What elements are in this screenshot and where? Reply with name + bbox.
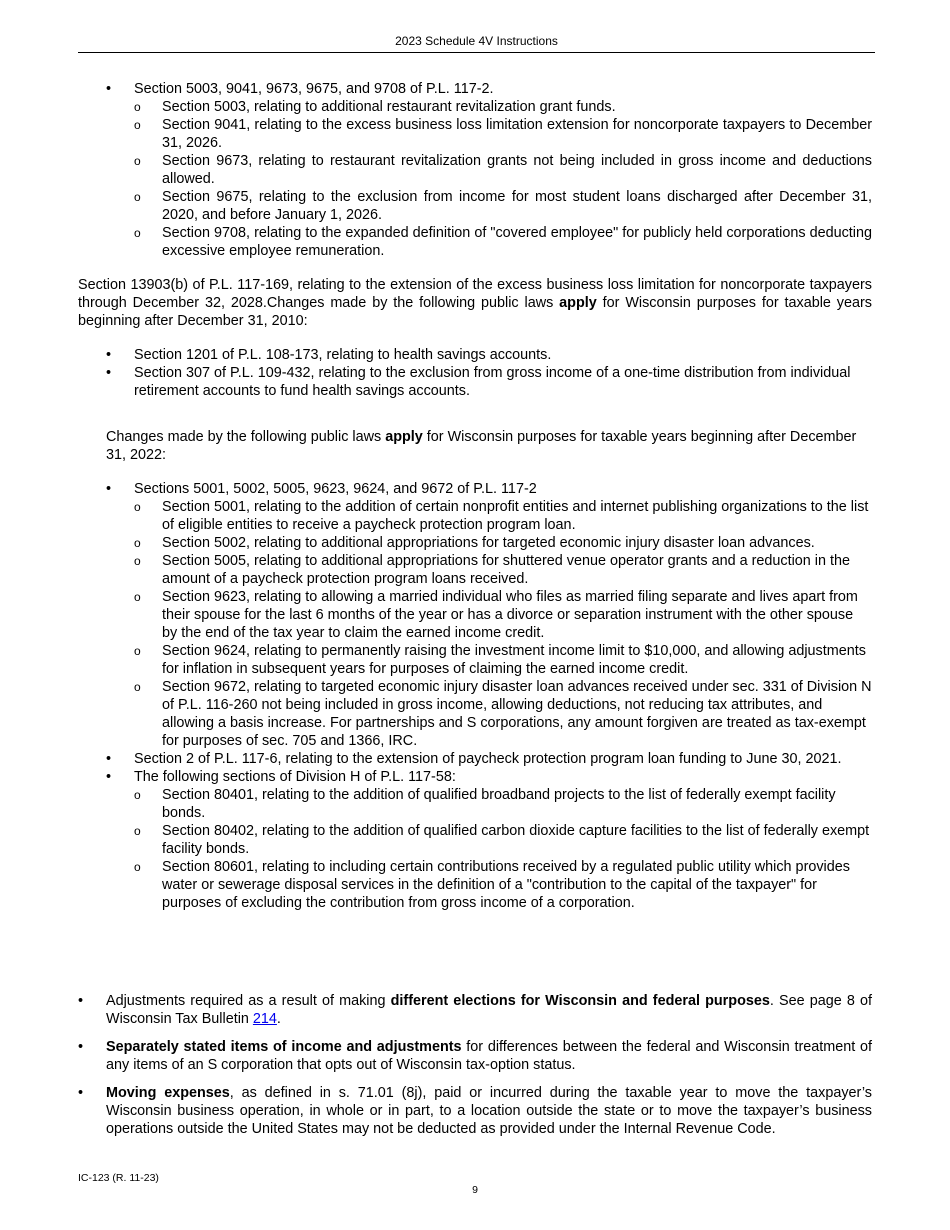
tax-bulletin-214-link[interactable]: 214 [252,1011,277,1027]
list-item-text: . See page 8 of Wisconsin Tax Bulletin [106,993,872,1027]
list-item [78,80,872,260]
sub-list-item: o Section 5003, relating to additional restaurant revitalization grant funds. [134,98,872,116]
sub-list-item: o Section 80402, relating to the addition of qualified carbon dioxide capture facilities to the list of federally exempt facility bonds. [134,822,872,858]
bold-text: apply [385,429,423,445]
page-content [78,80,872,1138]
list-item-text: Section 5003, 9041, 9673, 9675, and 9708 of P.L. 117-2. [134,81,494,97]
paragraph-2022-changes [78,428,872,464]
sub-list-item: o Section 9624, relating to permanently raising the investment income limit to $10,000, and allowing adjustments for inflation in subsequent years for purposes of claiming the earned income credit. [134,642,872,678]
sub-list-item: o Section 9672, relating to targeted economic injury disaster loan advances received under sec. 331 of Division N of P.L. 116-260 not being included in gross income, allowing deductions, not reducing tax attributes, and allowing a basis increase. For partnerships and S corporations, any amount forgiven are treated as tax-exempt for purposes of sec. 705 and 1366, IRC. [134,678,872,750]
list-item-text: for differences between the federal and Wisconsin treatment of any items of an S corporation that opts out of Wisconsin tax-option status. [106,1039,872,1073]
list-item [78,480,872,750]
list-item-text: The following sections of Division H of P.L. 117-58: [134,769,456,785]
paragraph-text: for Wisconsin purposes for taxable years beginning after December 31, 2010: [78,295,872,329]
sub-list-item: o Section 9675, relating to the exclusion from income for most student loans discharged after December 31, 2020, and before January 1, 2026. [134,188,872,224]
list-item-text: . [276,1011,281,1027]
sub-list-item: o Section 9708, relating to the expanded definition of "covered employee" for publicly held corporations deducting excessive employee remuneration. [134,224,872,260]
paragraph-text: Section 13903(b) of P.L. 117-169, relating to the extension of the excess business loss limitation for noncorporate taxpayers through December 32, 2028.Changes made by the following public laws [78,277,872,311]
bold-text: Separately stated items of income and adjustments [106,1039,462,1055]
sub-list-item: o Section 5002, relating to additional appropriations for targeted economic injury disaster loan advances. [134,534,872,552]
sub-list [134,98,872,260]
sub-list-item: o Section 9673, relating to restaurant revitalization grants not being included in gross income and deductions allowed. [134,152,872,188]
sub-list-item: o Section 80401, relating to the addition of qualified broadband projects to the list of federally exempt facility bonds. [134,786,872,822]
pl-2022-list [78,480,872,912]
sub-list [134,498,872,750]
paragraph-section-13903 [78,276,872,330]
list-item: • Section 1201 of P.L. 108-173, relating to health savings accounts. [78,346,872,364]
sub-list-item: o Section 5005, relating to additional appropriations for shuttered venue operator grants and a reduction in the amount of a paycheck protection program loans received. [134,552,872,588]
sub-list-item: o Section 9041, relating to the excess business loss limitation extension for noncorporate taxpayers to December 31, 2026. [134,116,872,152]
list-item-text: Sections 5001, 5002, 5005, 9623, 9624, and 9672 of P.L. 117-2 [134,481,537,497]
bold-text: Moving expenses [106,1085,230,1101]
list-item-text: , as defined in s. 71.01 (8j), paid or incurred during the taxable year to move the taxpayer’s Wisconsin business operation, in whole or in part, to a location outside the state or to move the taxpayer’s business operations outside the United States may not be deducted as provided under the Internal Revenue Code. [106,1085,872,1137]
sub-list [134,786,872,912]
list-item [78,992,872,1028]
list-item [78,1084,872,1138]
page-header: 2023 Schedule 4V Instructions [78,34,875,53]
bold-text: apply [559,295,597,311]
list-item [78,768,872,912]
paragraph-text: for Wisconsin purposes for taxable years beginning after December 31, 2022: [106,429,857,463]
page-number: 9 [472,1184,478,1196]
sub-list-item: o Section 80601, relating to including certain contributions received by a regulated public utility which provides water or sewerage disposal services in the definition of a "contribution to the capital of the taxpayer" for purposes of excluding the contribution from gross income of a corporation. [134,858,872,912]
pl-117-2-list [78,80,872,260]
list-item [78,1038,872,1074]
list-item: • Section 2 of P.L. 117-6, relating to the extension of paycheck protection program loan funding to June 30, 2021. [78,750,872,768]
list-item-text: Adjustments required as a result of making [106,993,391,1009]
health-savings-list [78,346,872,400]
adjustments-list [78,992,872,1138]
bold-text: different elections for Wisconsin and federal purposes [390,993,770,1009]
form-number: IC-123 (R. 11-23) [78,1172,159,1184]
sub-list-item: o Section 9623, relating to allowing a married individual who files as married filing separate and lives apart from their spouse for the last 6 months of the year or has a divorce or separation instrument with the other spouse by the end of the tax year to claim the earned income credit. [134,588,872,642]
sub-list-item: o Section 5001, relating to the addition of certain nonprofit entities and internet publishing organizations to the list of eligible entities to receive a paycheck protection program loan. [134,498,872,534]
paragraph-text: Changes made by the following public laws [106,429,386,445]
list-item: • Section 307 of P.L. 109-432, relating to the exclusion from gross income of a one-time distribution from individual retirement accounts to fund health savings accounts. [78,364,872,400]
